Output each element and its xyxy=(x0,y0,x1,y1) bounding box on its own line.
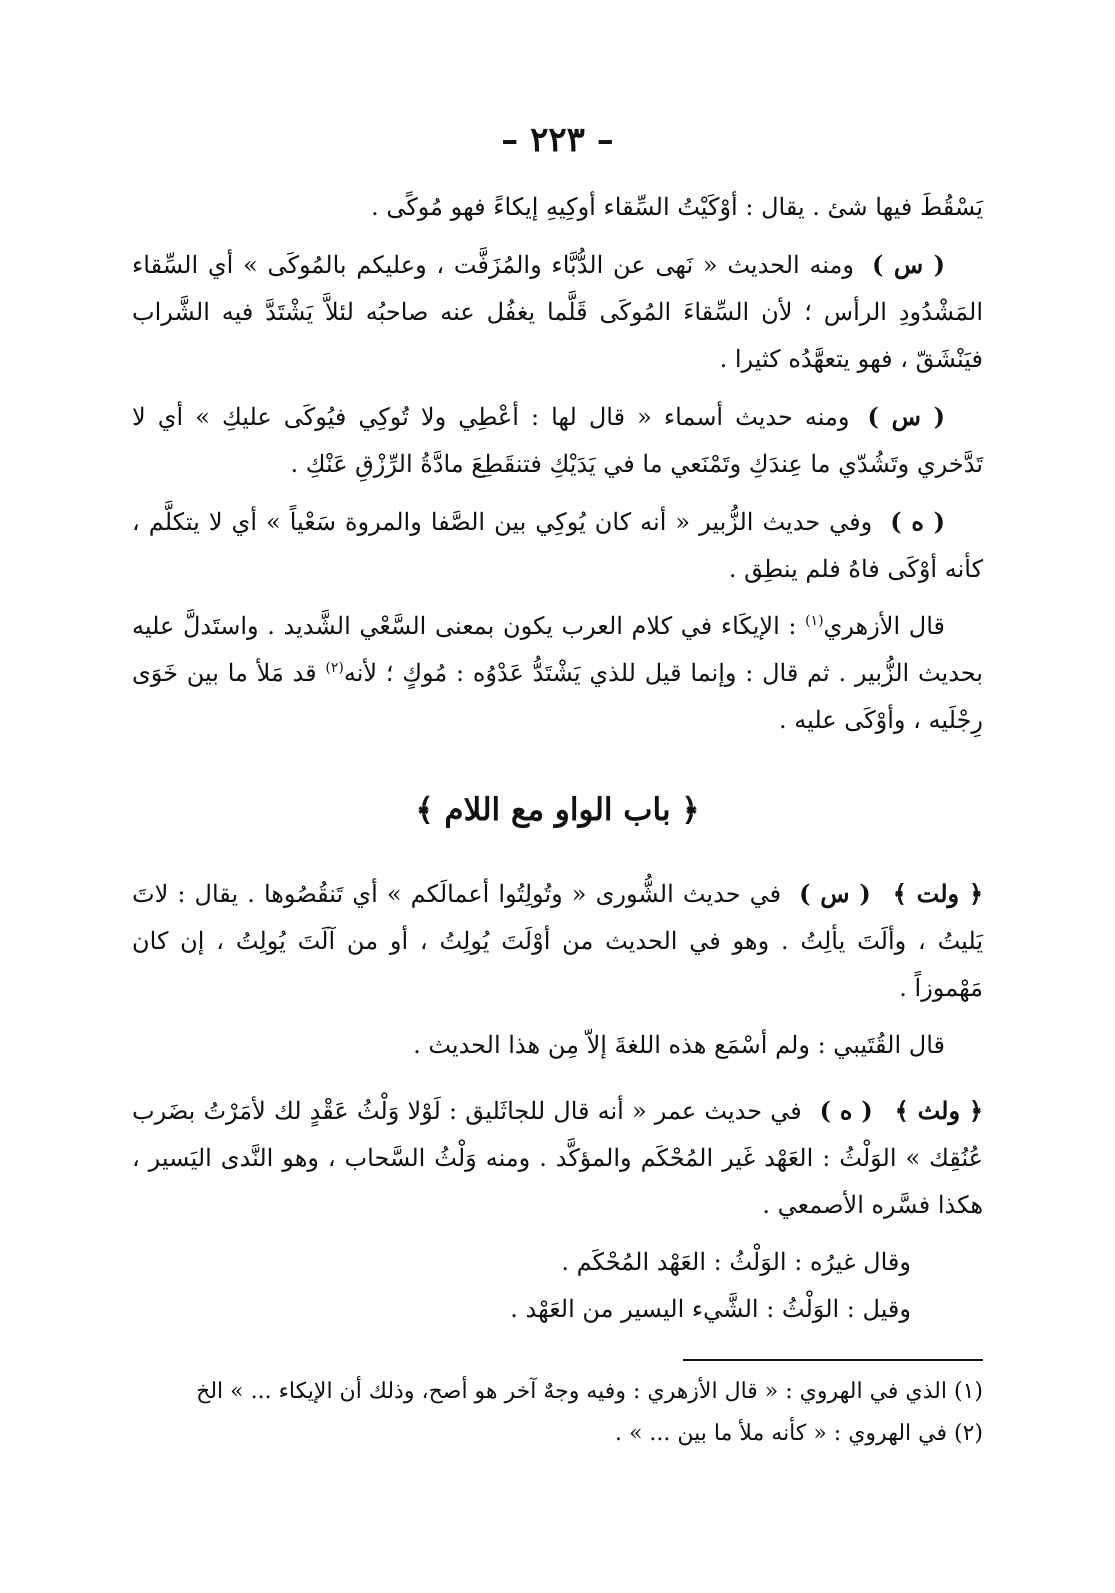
footnotes xyxy=(132,1371,983,1455)
paragraph-hadith-mawka xyxy=(132,241,983,383)
entry-walth xyxy=(132,1087,983,1229)
paragraph-text: ومنه حديث أسماء « قال لها : أعْطِي ولا تُوكِي فيُوكَى عليكِ » أي لا تَدَّخري وتَشُدّي ما عِندَكِ وتَمْنَعي ما في يَدَيْكِ فتنقَطِعَ مادَّةُ الرِّزْقِ عَنْكِ . xyxy=(132,403,983,478)
source-tag: ( س ) xyxy=(867,402,945,431)
footnote-divider xyxy=(683,1359,983,1361)
footnote-2: (٢) في الهروي : « كأنه ملأ ما بين ... » . xyxy=(614,1421,983,1446)
source-tag: ( ه ) xyxy=(890,507,946,536)
entry-headword: ﴿ ولث ﴾ xyxy=(894,1096,984,1125)
paragraph-continuation xyxy=(132,184,983,231)
source-tag: ( ه ) xyxy=(819,1096,873,1125)
footnote-1: (١) الذي في الهروي : « قال الأزهري : وفيه وجهٌ آخر هو أصح، وذلك أن الإيكاء ... » الخ xyxy=(196,1379,983,1404)
azhari-text-middle: : الإيكَاء في كلام العرب يكون بمعنى السَّعْي الشَّديد . واستَدلَّ عليه بحديث الزُّبير . ثم قال : وإنما قيل للذي يَشْتَدُّ عَدْوُه : مُوكٍ ؛ لأنه xyxy=(132,612,983,687)
paragraph-azhari xyxy=(132,603,983,744)
page-number: – ٢٢٣ – xyxy=(501,120,614,160)
azhari-text-start: قال الأزهري xyxy=(823,612,945,640)
paragraph-hadith-zubayr xyxy=(132,498,983,593)
line-qila: وقيل : الوَلْثُ : الشَّيء اليسير من العَهْد . xyxy=(510,1295,911,1323)
entry-headword: ﴿ ولت ﴾ xyxy=(892,879,984,908)
paragraph-text: وفي حديث الزُّبير « أنه كان يُوكِي بين الصَّفا والمروة سَعْياً » أي لا يتكلَّم ، كأنه أوْكَى فاهُ فلم ينطِق . xyxy=(132,508,983,583)
azhari-text-end: قد مَلأ ما بين خَوَى رِجْلَيه ، وأوْكَى عليه . xyxy=(132,659,983,734)
line-ghayruhu: وقال غيرُه : الوَلْثُ : العَهْد المُحْكَم . xyxy=(561,1248,911,1276)
paragraph-qutaybi: قال القُتَيبي : ولم أسْمَع هذه اللغةَ إلاّ مِن هذا الحديث . xyxy=(413,1031,945,1059)
footnote-marker-2: (٢) xyxy=(325,660,344,676)
entry-text: في حديث عمر « أنه قال للجاثَليق : لَوْلا وَلْثُ عَقْدٍ لك لأمَرْتُ بضَرب عُنُقِك » الوَلْثُ : العَهْد غَير المُحْكَم والمؤكَّد . ومنه وَلْثُ السَّحاب ، وهو النَّدى اليَسير ، هكذا فسَّره الأصمعي . xyxy=(132,1097,983,1219)
paragraph-text: ومنه الحديث « نَهى عن الدُّبَّاء والمُزَفَّت ، وعليكم بالمُوكَى » أي السِّقاء المَشْدُودِ الرأس ؛ لأن السِّقاءَ المُوكَى قَلَّما يغفُل عنه صاحبُه لئلاَّ يَشْتَدَّ فيه الشَّراب فيَنْشَقّ ، فهو يتعهَّدُه كثيرا . xyxy=(132,251,983,373)
entry-text: في حديث الشُّورى « وتُولِتُوا أعمالَكم » أي تَنقُصُوها . يقال : لاتَ يَليتُ ، وألَتَ يألِتُ . وهو في الحديث من أوْلَتَ يُولِتُ ، أو من آلَتَ يُولِتُ ، إن كان مَهْموزاً . xyxy=(132,880,983,1002)
paragraph-hadith-asma xyxy=(132,393,983,488)
chapter-heading: ﴿ باب الواو مع اللام ﴾ xyxy=(415,792,700,828)
entry-walt xyxy=(132,870,983,1012)
footnote-marker-1: (١) xyxy=(805,613,824,629)
source-tag: ( س ) xyxy=(872,250,945,279)
source-tag: ( س ) xyxy=(799,879,871,908)
paragraph-text: يَسْقُطَ فيها شئ . يقال : أوْكَيْتُ السِّقاء أوكِيهِ إيكاءً فهو مُوكًى . xyxy=(371,193,983,221)
